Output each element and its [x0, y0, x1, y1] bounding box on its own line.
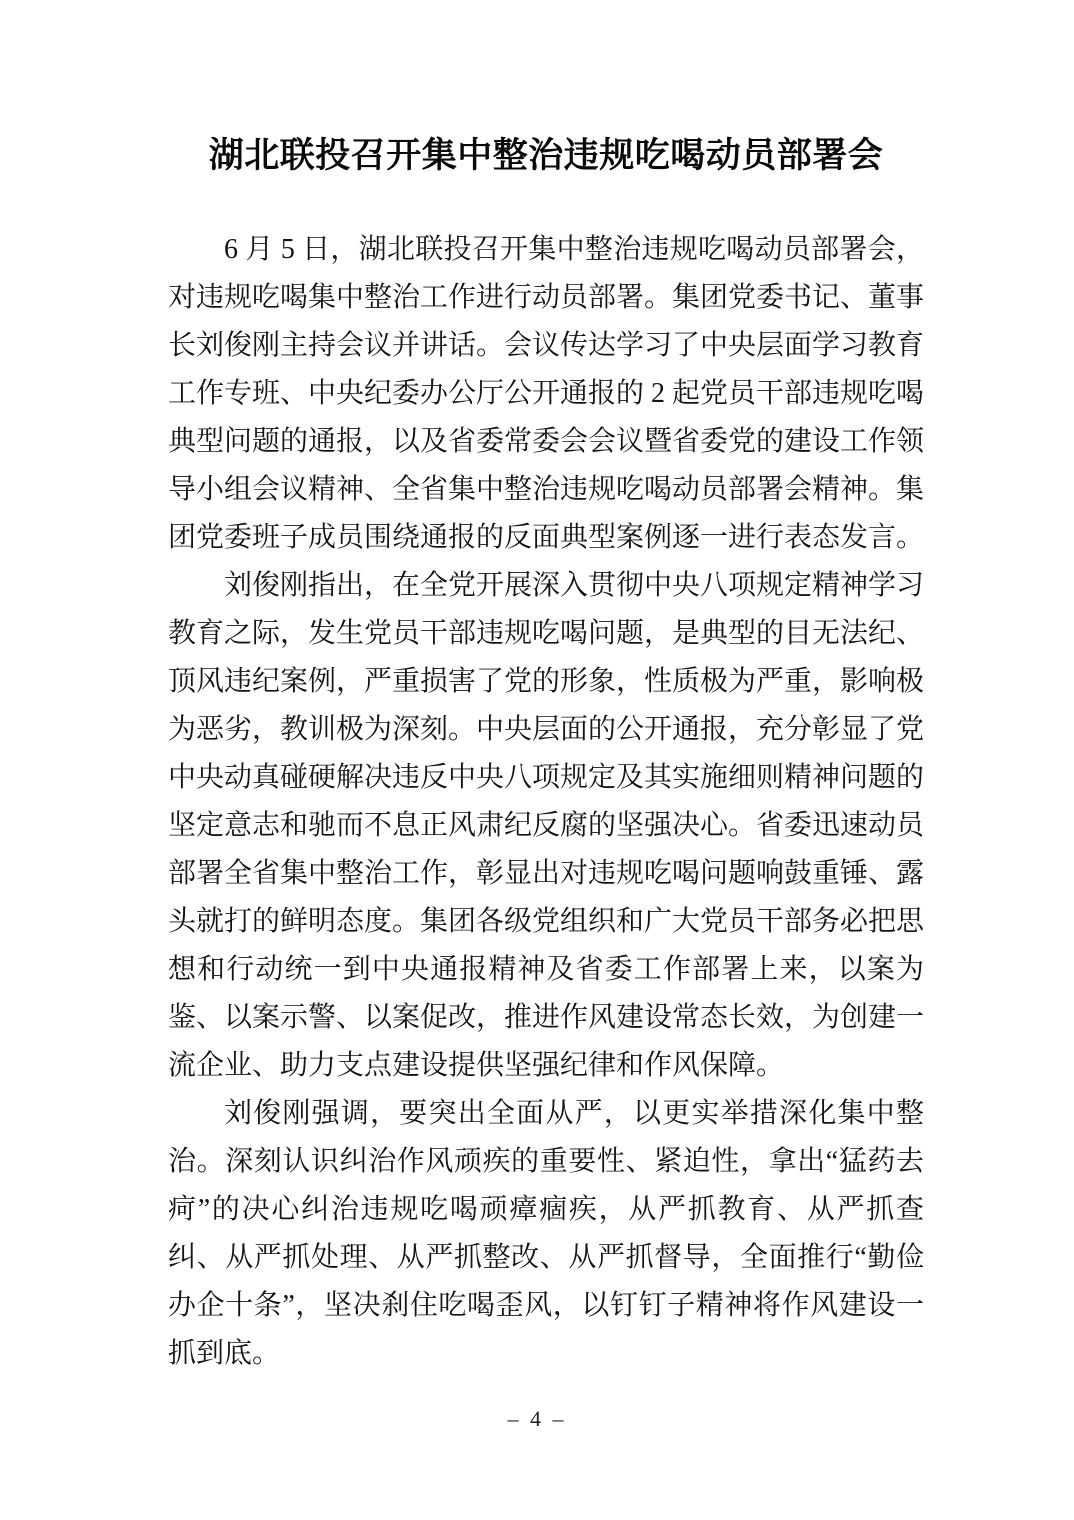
page-footer — [0, 1406, 1074, 1432]
page-title: 湖北联投召开集中整治违规吃喝动员部署会 — [208, 136, 884, 175]
page-number: – 4 – — [507, 1406, 567, 1431]
paragraph-1: 6 月 5 日，湖北联投召开集中整治违规吃喝动员部署会，对违规吃喝集中整治工作进行动员部署。集团党委书记、董事长刘俊刚主持会议并讲话。会议传达学习了中央层面学习教育工作专班、中央纪委办公厅公开通报的 2 起党员干部违规吃喝典型问题的通报，以及省委常委会会议暨省委党的建设工作领导小组会议精神、全省集中整治违规吃喝动员部署会精神。集团党委班子成员围绕通报的反面典型案例逐一进行表态发言。 — [168, 234, 925, 553]
paragraph-2: 刘俊刚指出，在全党开展深入贯彻中央八项规定精神学习教育之际，发生党员干部违规吃喝问题，是典型的目无法纪、顶风违纪案例，严重损害了党的形象，性质极为严重，影响极为恶劣，教训极为深刻。中央层面的公开通报，充分彰显了党中央动真碰硬解决违反中央八项规定及其实施细则精神问题的坚定意志和驰而不息正风肃纪反腐的坚强决心。省委迅速动员部署全省集中整治工作，彰显出对违规吃喝问题响鼓重锤、露头就打的鲜明态度。集团各级党组织和广大党员干部务必把思想和行动统一到中央通报精神及省委工作部署上来，以案为鉴、以案示警、以案促改，推进作风建设常态长效，为创建一流企业、助力支点建设提供坚强纪律和作风保障。 — [168, 570, 925, 1081]
paragraph-3: 刘俊刚强调，要突出全面从严，以更实举措深化集中整治。深刻认识纠治作风顽疾的重要性、紧迫性，拿出“猛药去疴”的决心纠治违规吃喝顽瘴痼疾，从严抓教育、从严抓查纠、从严抓处理、从严抓整改、从严抓督导，全面推行“勤俭办企十条”，坚决刹住吃喝歪风，以钉钉子精神将作风建设一抓到底。 — [168, 1098, 924, 1369]
document-content — [168, 134, 924, 1378]
